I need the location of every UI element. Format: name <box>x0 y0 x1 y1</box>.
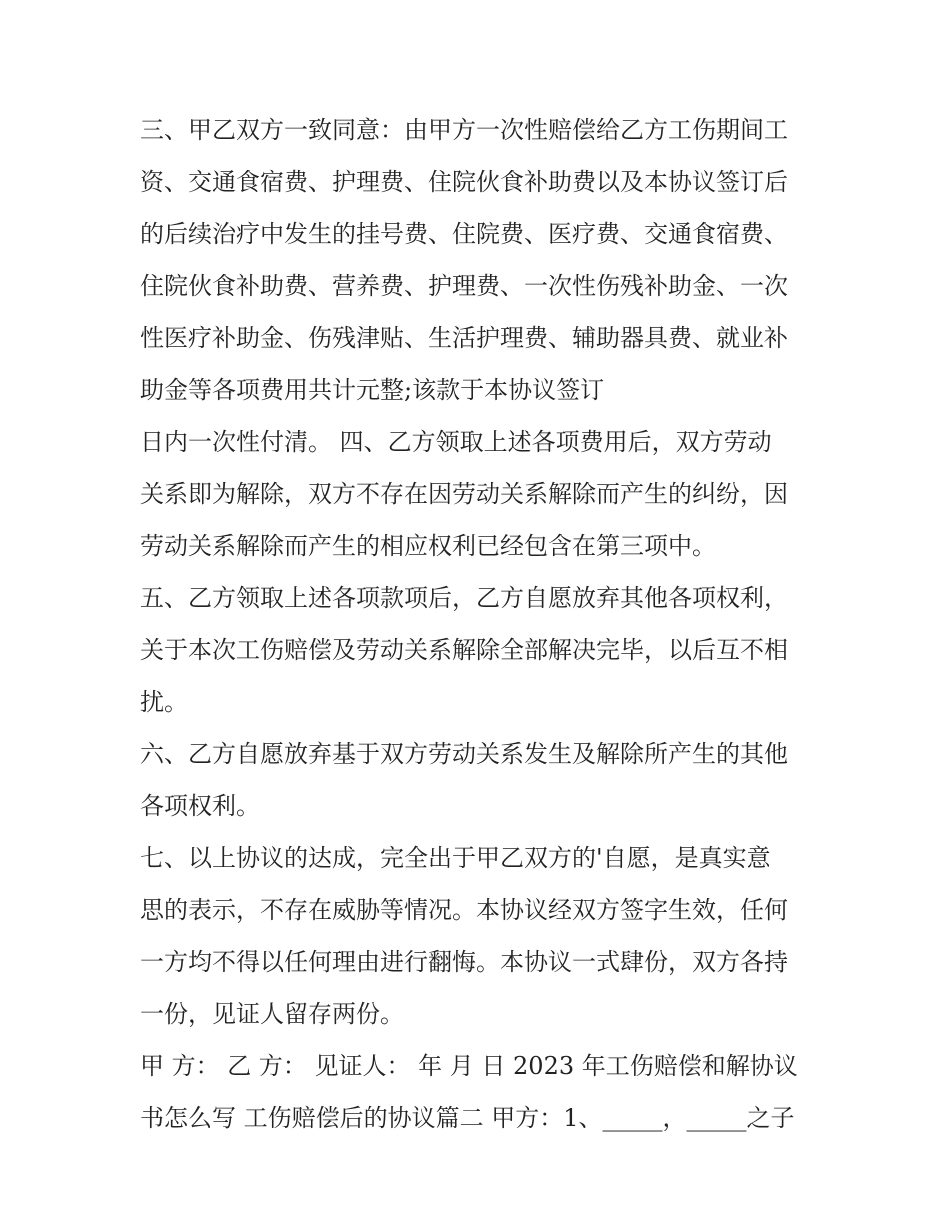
text-line: 思的表示，不存在威胁等情况。本协议经双方签字生效，任何 <box>140 896 788 924</box>
text-line: 性医疗补助金、伤残津贴、生活护理费、辅助器具费、就业补 <box>140 324 788 352</box>
text-line: 扰。 <box>140 688 188 716</box>
text-line: 资、交通食宿费、护理费、住院伙食补助费以及本协议签订后 <box>140 168 788 196</box>
text-line: 六、乙方自愿放弃基于双方劳动关系发生及解除所产生的其他 <box>140 740 788 768</box>
text-line: 日内一次性付清。 四、乙方领取上述各项费用后，双方劳动 <box>140 428 772 456</box>
text-line: 住院伙食补助费、营养费、护理费、一次性伤残补助金、一次 <box>140 272 788 300</box>
text-line: 一方均不得以任何理由进行翻悔。本协议一式肆份，双方各持 <box>140 948 788 976</box>
text-line: 助金等各项费用共计元整;该款于本协议签订 <box>140 376 605 404</box>
text-line: 三、甲乙双方一致同意：由甲方一次性赔偿给乙方工伤期间工 <box>140 116 788 144</box>
document-body <box>140 104 820 1144</box>
text-line: 甲 方： 乙 方： 见证人： 年 月 日 2023 年工伤赔偿和解协议 <box>140 1052 798 1080</box>
text-line: 书怎么写 工伤赔偿后的协议篇二 甲方：1、_____，_____之子 <box>140 1104 795 1132</box>
text-line: 的后续治疗中发生的挂号费、住院费、医疗费、交通食宿费、 <box>140 220 788 248</box>
text-line: 五、乙方领取上述各项款项后，乙方自愿放弃其他各项权利， <box>140 584 788 612</box>
text-line: 关系即为解除，双方不存在因劳动关系解除而产生的纠纷，因 <box>140 480 788 508</box>
text-line: 一份，见证人留存两份。 <box>140 1000 404 1028</box>
text-line: 劳动关系解除而产生的相应权利已经包含在第三项中。 <box>140 532 716 560</box>
text-line: 关于本次工伤赔偿及劳动关系解除全部解决完毕，以后互不相 <box>140 636 788 664</box>
text-line: 七、以上协议的达成，完全出于甲乙双方的'自愿，是真实意 <box>140 844 771 872</box>
text-line: 各项权利。 <box>140 792 260 820</box>
